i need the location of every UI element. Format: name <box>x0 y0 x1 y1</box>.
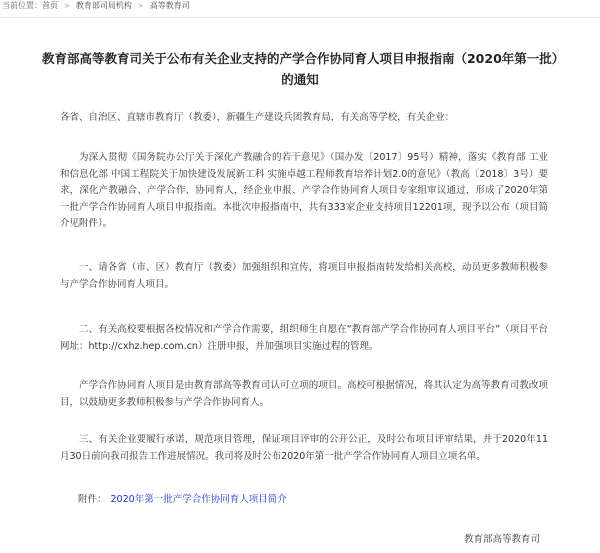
article-paragraph-3: 二、有关高校要根据各校情况和产学合作需要，组织师生自愿在“教育部产学合作协同育人项目平台”（项目平台网址：http://cxhz.hep.com.cn）注册申报，并加强项目实施过程的管理。 <box>60 324 548 352</box>
breadcrumb-separator: > <box>64 2 70 10</box>
article-signature: 教育部高等教育司 <box>463 534 540 545</box>
breadcrumb-departments-link[interactable]: 教育部司局机构 <box>75 1 132 10</box>
attachment-label: 附件： <box>78 494 107 505</box>
article-salutation: 各省、自治区、直辖市教育厅（教委），新疆生产建设兵团教育局，有关高等学校，有关企业： <box>60 112 455 123</box>
article-title: 教育部高等教育司关于公布有关企业支持的产学合作协同育人项目申报指南（2020年第一批）的通知 <box>41 51 559 87</box>
article-paragraph-4: 产学合作协同育人项目是由教育部高等教育司认可立项的项目。高校可根据情况，将其认定为高等教育司教改项目，以鼓励更多教师积极参与产学合作协同育人。 <box>60 380 548 408</box>
breadcrumb <box>0 0 600 14</box>
attachment-line <box>78 492 287 508</box>
breadcrumb-prefix: 当前位置： <box>2 1 42 10</box>
article-paragraph-5: 三、有关企业要履行承诺，规范项目管理，保证项目评审的公开公正，及时公布项目评审结果，并于2020年11月30日前向我司报告工作进展情况。我司将及时公布2020年第一批产学合作协同育人项目立项名单。 <box>60 434 548 462</box>
article-paragraph-2: 一、请各省（市、区）教育厅（教委）加强组织和宣传，将项目申报指南转发给相关高校，动员更多教师积极参与产学合作协同育人项目。 <box>60 262 548 290</box>
article-paragraph-1: 为深入贯彻《国务院办公厅关于深化产教融合的若干意见》（国办发〔2017〕95号）精神，落实《教育部 工业和信息化部 中国工程院关于加快建设发展新工科 实施卓越工程师教育培养计划2.0的意见》（教高〔2018〕3号）要求，深化产教融合、产学合作、协同育人，经企业申报、产学合作协同育人项目专家组审议通过，形成了2020年第一批产学合作协同育人项目申报指南。本批次申报指南中，共有333家企业支持项目12201项，现予以公布（项目简介见附件）。 <box>60 152 548 229</box>
breadcrumb-home-link[interactable]: 首页 <box>42 1 58 10</box>
breadcrumb-separator: > <box>137 2 144 10</box>
breadcrumb-higher-education-link[interactable]: 高等教育司 <box>149 1 190 10</box>
attachment-link[interactable]: 2020年第一批产学合作协同育人项目简介 <box>110 494 287 505</box>
header-divider <box>0 17 600 18</box>
